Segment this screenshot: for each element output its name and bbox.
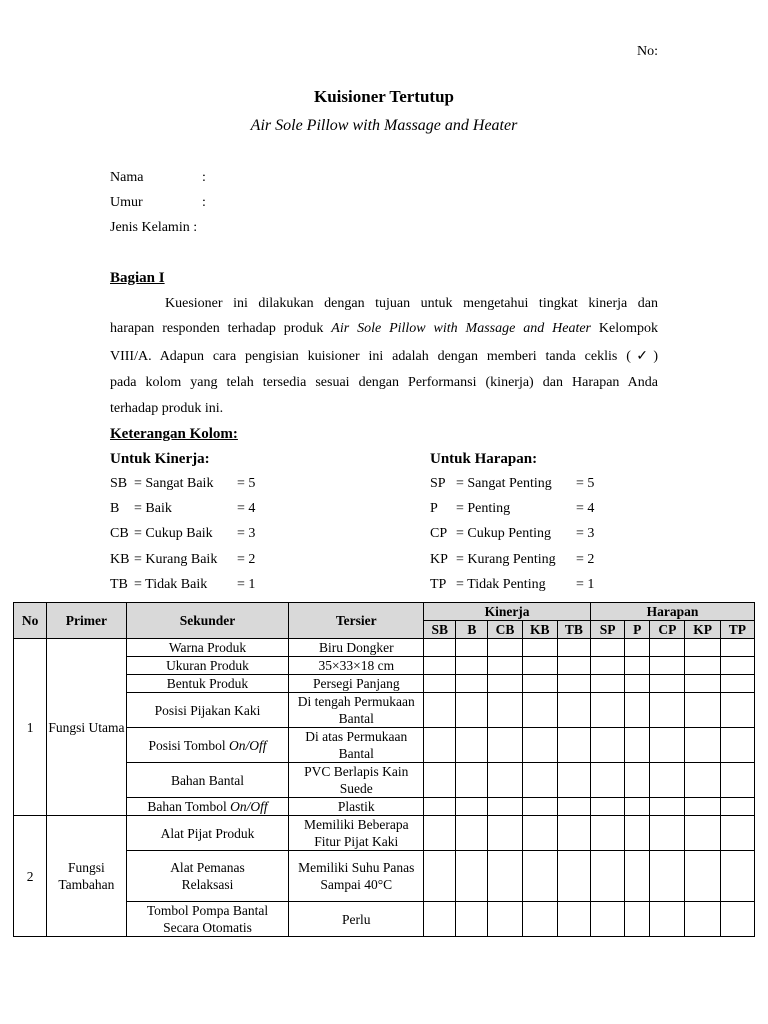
check-cell[interactable] bbox=[424, 902, 456, 937]
check-cell[interactable] bbox=[456, 816, 488, 851]
check-cell[interactable] bbox=[720, 675, 754, 693]
sekunder-cell: Bentuk Produk bbox=[126, 675, 289, 693]
check-cell[interactable] bbox=[650, 763, 685, 798]
header-harapan-tp: TP bbox=[720, 621, 754, 639]
check-cell[interactable] bbox=[720, 728, 754, 763]
document-number-label: No: bbox=[637, 44, 658, 59]
check-cell[interactable] bbox=[685, 657, 720, 675]
table-row bbox=[14, 816, 755, 851]
legend-harapan-code: TP bbox=[430, 577, 447, 592]
check-cell[interactable] bbox=[488, 902, 522, 937]
sekunder-cell: Ukuran Produk bbox=[126, 657, 289, 675]
check-cell[interactable] bbox=[720, 693, 754, 728]
check-cell[interactable] bbox=[488, 816, 522, 851]
sekunder-cell: Warna Produk bbox=[126, 639, 289, 657]
check-cell[interactable] bbox=[456, 639, 488, 657]
legend-kinerja-code: B bbox=[110, 501, 120, 516]
check-cell[interactable] bbox=[456, 763, 488, 798]
check-cell[interactable] bbox=[685, 675, 720, 693]
group-primer: Fungsi Tambahan bbox=[47, 816, 126, 937]
legend-harapan-value: = 2 bbox=[576, 552, 595, 567]
field-label-umur: Umur bbox=[110, 195, 143, 210]
legend-title: Keterangan Kolom: bbox=[110, 426, 238, 442]
check-cell[interactable] bbox=[685, 693, 720, 728]
questionnaire-table bbox=[13, 602, 755, 937]
check-cell[interactable] bbox=[424, 816, 456, 851]
legend-kinerja-value: = 1 bbox=[237, 577, 256, 592]
check-cell[interactable] bbox=[720, 763, 754, 798]
check-cell[interactable] bbox=[685, 639, 720, 657]
check-cell[interactable] bbox=[625, 693, 650, 728]
header-kinerja-kb: KB bbox=[522, 621, 557, 639]
legend-harapan-code: SP bbox=[430, 476, 446, 491]
check-cell[interactable] bbox=[591, 639, 625, 657]
header-kinerja-tb: TB bbox=[557, 621, 590, 639]
intro-line-4: pada kolom yang telah tersedia sesuai dengan Performansi (kinerja) dan Harapan Anda bbox=[110, 375, 658, 390]
check-cell[interactable] bbox=[625, 763, 650, 798]
check-cell[interactable] bbox=[557, 639, 590, 657]
check-cell[interactable] bbox=[591, 902, 625, 937]
tersier-cell: PVC Berlapis Kain Suede bbox=[289, 763, 424, 798]
legend-harapan-desc: = Tidak Penting bbox=[456, 577, 546, 592]
check-cell[interactable] bbox=[522, 851, 557, 902]
check-cell[interactable] bbox=[456, 851, 488, 902]
tersier-cell: Memiliki Beberapa Fitur Pijat Kaki bbox=[289, 816, 424, 851]
intro-line-2: harapan responden terhadap produk Air Sole Pillow with Massage and Heater Kelompok bbox=[110, 321, 658, 336]
legend-kinerja-code: TB bbox=[110, 577, 128, 592]
check-cell[interactable] bbox=[720, 816, 754, 851]
intro-line-3: VIII/A. Adapun cara pengisian kuisioner ini adalah dengan memberi tanda ceklis (✓) bbox=[110, 349, 658, 364]
check-cell[interactable] bbox=[522, 657, 557, 675]
check-cell[interactable] bbox=[557, 816, 590, 851]
check-cell[interactable] bbox=[625, 902, 650, 937]
sekunder-cell: Alat Pemanas Relaksasi bbox=[126, 851, 289, 902]
check-cell[interactable] bbox=[488, 657, 522, 675]
header-harapan-kp: KP bbox=[685, 621, 720, 639]
check-cell[interactable] bbox=[488, 693, 522, 728]
check-cell[interactable] bbox=[456, 657, 488, 675]
header-kinerja: Kinerja bbox=[424, 603, 591, 621]
legend-kinerja-code: KB bbox=[110, 552, 130, 567]
check-cell[interactable] bbox=[650, 693, 685, 728]
check-cell[interactable] bbox=[685, 798, 720, 816]
sekunder-cell: Tombol Pompa Bantal Secara Otomatis bbox=[126, 902, 289, 937]
check-cell[interactable] bbox=[424, 657, 456, 675]
check-cell[interactable] bbox=[650, 728, 685, 763]
tersier-cell: Persegi Panjang bbox=[289, 675, 424, 693]
legend-harapan-desc: = Penting bbox=[456, 501, 511, 516]
check-cell[interactable] bbox=[650, 816, 685, 851]
field-colon-umur: : bbox=[202, 195, 206, 210]
check-cell[interactable] bbox=[488, 763, 522, 798]
check-cell[interactable] bbox=[591, 728, 625, 763]
check-cell[interactable] bbox=[720, 657, 754, 675]
header-harapan-sp: SP bbox=[591, 621, 625, 639]
group-no: 2 bbox=[14, 816, 47, 937]
header-kinerja-b: B bbox=[456, 621, 488, 639]
legend-harapan-value: = 3 bbox=[576, 526, 595, 541]
tersier-cell: Biru Dongker bbox=[289, 639, 424, 657]
check-cell[interactable] bbox=[522, 902, 557, 937]
check-cell[interactable] bbox=[424, 851, 456, 902]
check-cell[interactable] bbox=[456, 675, 488, 693]
check-cell[interactable] bbox=[685, 763, 720, 798]
check-cell[interactable] bbox=[424, 693, 456, 728]
check-cell[interactable] bbox=[650, 675, 685, 693]
legend-kinerja-value: = 2 bbox=[237, 552, 256, 567]
check-cell[interactable] bbox=[522, 798, 557, 816]
sekunder-cell: Bahan Tombol On/Off bbox=[126, 798, 289, 816]
check-cell[interactable] bbox=[557, 851, 590, 902]
check-cell[interactable] bbox=[424, 798, 456, 816]
field-label-nama: Nama bbox=[110, 170, 144, 185]
legend-kinerja-desc: = Tidak Baik bbox=[134, 577, 208, 592]
legend-harapan-code: KP bbox=[430, 552, 448, 567]
legend-harapan-desc: = Kurang Penting bbox=[456, 552, 556, 567]
header-kinerja-cb: CB bbox=[488, 621, 522, 639]
check-cell[interactable] bbox=[456, 693, 488, 728]
legend-harapan-value: = 1 bbox=[576, 577, 595, 592]
check-cell[interactable] bbox=[522, 675, 557, 693]
check-cell[interactable] bbox=[591, 798, 625, 816]
legend-kinerja-desc: = Baik bbox=[134, 501, 172, 516]
check-cell[interactable] bbox=[488, 728, 522, 763]
check-cell[interactable] bbox=[522, 639, 557, 657]
header-tersier: Tersier bbox=[289, 603, 424, 639]
legend-harapan-title: Untuk Harapan: bbox=[430, 451, 538, 467]
tersier-cell: 35×33×18 cm bbox=[289, 657, 424, 675]
check-cell[interactable] bbox=[456, 798, 488, 816]
legend-harapan-code: CP bbox=[430, 526, 448, 541]
legend-kinerja-desc: = Cukup Baik bbox=[134, 526, 213, 541]
check-cell[interactable] bbox=[591, 763, 625, 798]
check-cell[interactable] bbox=[424, 639, 456, 657]
legend-kinerja-desc: = Sangat Baik bbox=[134, 476, 214, 491]
field-colon-nama: : bbox=[202, 170, 206, 185]
section-title: Bagian I bbox=[110, 270, 165, 286]
check-cell[interactable] bbox=[488, 639, 522, 657]
intro-line-5: terhadap produk ini. bbox=[110, 401, 224, 416]
check-cell[interactable] bbox=[488, 675, 522, 693]
check-cell[interactable] bbox=[557, 675, 590, 693]
check-cell[interactable] bbox=[557, 798, 590, 816]
check-cell[interactable] bbox=[424, 763, 456, 798]
field-label-jenis-kelamin: Jenis Kelamin : bbox=[110, 220, 198, 235]
document-subtitle: Air Sole Pillow with Massage and Heater bbox=[250, 117, 518, 134]
check-cell[interactable] bbox=[591, 675, 625, 693]
check-cell[interactable] bbox=[557, 728, 590, 763]
sekunder-cell: Bahan Bantal bbox=[126, 763, 289, 798]
check-cell[interactable] bbox=[625, 851, 650, 902]
legend-harapan-value: = 4 bbox=[576, 501, 595, 516]
check-cell[interactable] bbox=[557, 763, 590, 798]
header-harapan-p: P bbox=[625, 621, 650, 639]
tersier-cell: Di atas Permukaan Bantal bbox=[289, 728, 424, 763]
check-cell[interactable] bbox=[685, 851, 720, 902]
check-cell[interactable] bbox=[720, 902, 754, 937]
intro-line-1: Kuesioner ini dilakukan dengan tujuan untuk mengetahui tingkat kinerja dan bbox=[165, 296, 658, 311]
legend-harapan-desc: = Cukup Penting bbox=[456, 526, 552, 541]
group-no: 1 bbox=[14, 639, 47, 816]
legend-kinerja-code: CB bbox=[110, 526, 129, 541]
tersier-cell: Plastik bbox=[289, 798, 424, 816]
check-cell[interactable] bbox=[650, 798, 685, 816]
check-cell[interactable] bbox=[591, 816, 625, 851]
check-cell[interactable] bbox=[650, 851, 685, 902]
check-cell[interactable] bbox=[625, 728, 650, 763]
sekunder-cell: Posisi Tombol On/Off bbox=[126, 728, 289, 763]
legend-kinerja-value: = 5 bbox=[237, 476, 256, 491]
check-cell[interactable] bbox=[424, 728, 456, 763]
header-primer: Primer bbox=[47, 603, 126, 639]
sekunder-cell: Alat Pijat Produk bbox=[126, 816, 289, 851]
tersier-cell: Perlu bbox=[289, 902, 424, 937]
check-cell[interactable] bbox=[650, 639, 685, 657]
check-cell[interactable] bbox=[488, 798, 522, 816]
check-cell[interactable] bbox=[591, 851, 625, 902]
check-cell[interactable] bbox=[625, 639, 650, 657]
check-cell[interactable] bbox=[456, 902, 488, 937]
legend-kinerja-value: = 3 bbox=[237, 526, 256, 541]
check-cell[interactable] bbox=[685, 728, 720, 763]
header-harapan: Harapan bbox=[591, 603, 755, 621]
legend-kinerja-title: Untuk Kinerja: bbox=[110, 451, 210, 467]
legend-harapan-desc: = Sangat Penting bbox=[456, 476, 552, 491]
sekunder-cell: Posisi Pijakan Kaki bbox=[126, 693, 289, 728]
check-cell[interactable] bbox=[650, 657, 685, 675]
check-cell[interactable] bbox=[522, 728, 557, 763]
check-cell[interactable] bbox=[522, 816, 557, 851]
check-cell[interactable] bbox=[456, 728, 488, 763]
check-cell[interactable] bbox=[424, 675, 456, 693]
check-cell[interactable] bbox=[720, 639, 754, 657]
document-title: Kuisioner Tertutup bbox=[314, 87, 454, 106]
tersier-cell: Memiliki Suhu Panas Sampai 40°C bbox=[289, 851, 424, 902]
header-kinerja-sb: SB bbox=[424, 621, 456, 639]
legend-harapan-value: = 5 bbox=[576, 476, 595, 491]
group-primer: Fungsi Utama bbox=[47, 639, 126, 816]
check-cell[interactable] bbox=[557, 657, 590, 675]
legend-kinerja-code: SB bbox=[110, 476, 128, 491]
check-cell[interactable] bbox=[591, 693, 625, 728]
legend-harapan-code: P bbox=[430, 501, 438, 516]
legend-kinerja-desc: = Kurang Baik bbox=[134, 552, 218, 567]
check-cell[interactable] bbox=[522, 763, 557, 798]
check-cell[interactable] bbox=[625, 675, 650, 693]
header-sekunder: Sekunder bbox=[126, 603, 289, 639]
check-cell[interactable] bbox=[557, 902, 590, 937]
legend-kinerja-value: = 4 bbox=[237, 501, 256, 516]
check-cell[interactable] bbox=[625, 657, 650, 675]
tersier-cell: Di tengah Permukaan Bantal bbox=[289, 693, 424, 728]
check-cell[interactable] bbox=[720, 798, 754, 816]
header-no: No bbox=[14, 603, 47, 639]
check-cell[interactable] bbox=[685, 816, 720, 851]
check-cell[interactable] bbox=[720, 851, 754, 902]
check-cell[interactable] bbox=[522, 693, 557, 728]
check-cell[interactable] bbox=[625, 798, 650, 816]
check-cell[interactable] bbox=[557, 693, 590, 728]
table-row bbox=[14, 639, 755, 657]
check-cell[interactable] bbox=[650, 902, 685, 937]
check-cell[interactable] bbox=[488, 851, 522, 902]
check-cell[interactable] bbox=[685, 902, 720, 937]
check-cell[interactable] bbox=[591, 657, 625, 675]
check-cell[interactable] bbox=[625, 816, 650, 851]
header-harapan-cp: CP bbox=[650, 621, 685, 639]
